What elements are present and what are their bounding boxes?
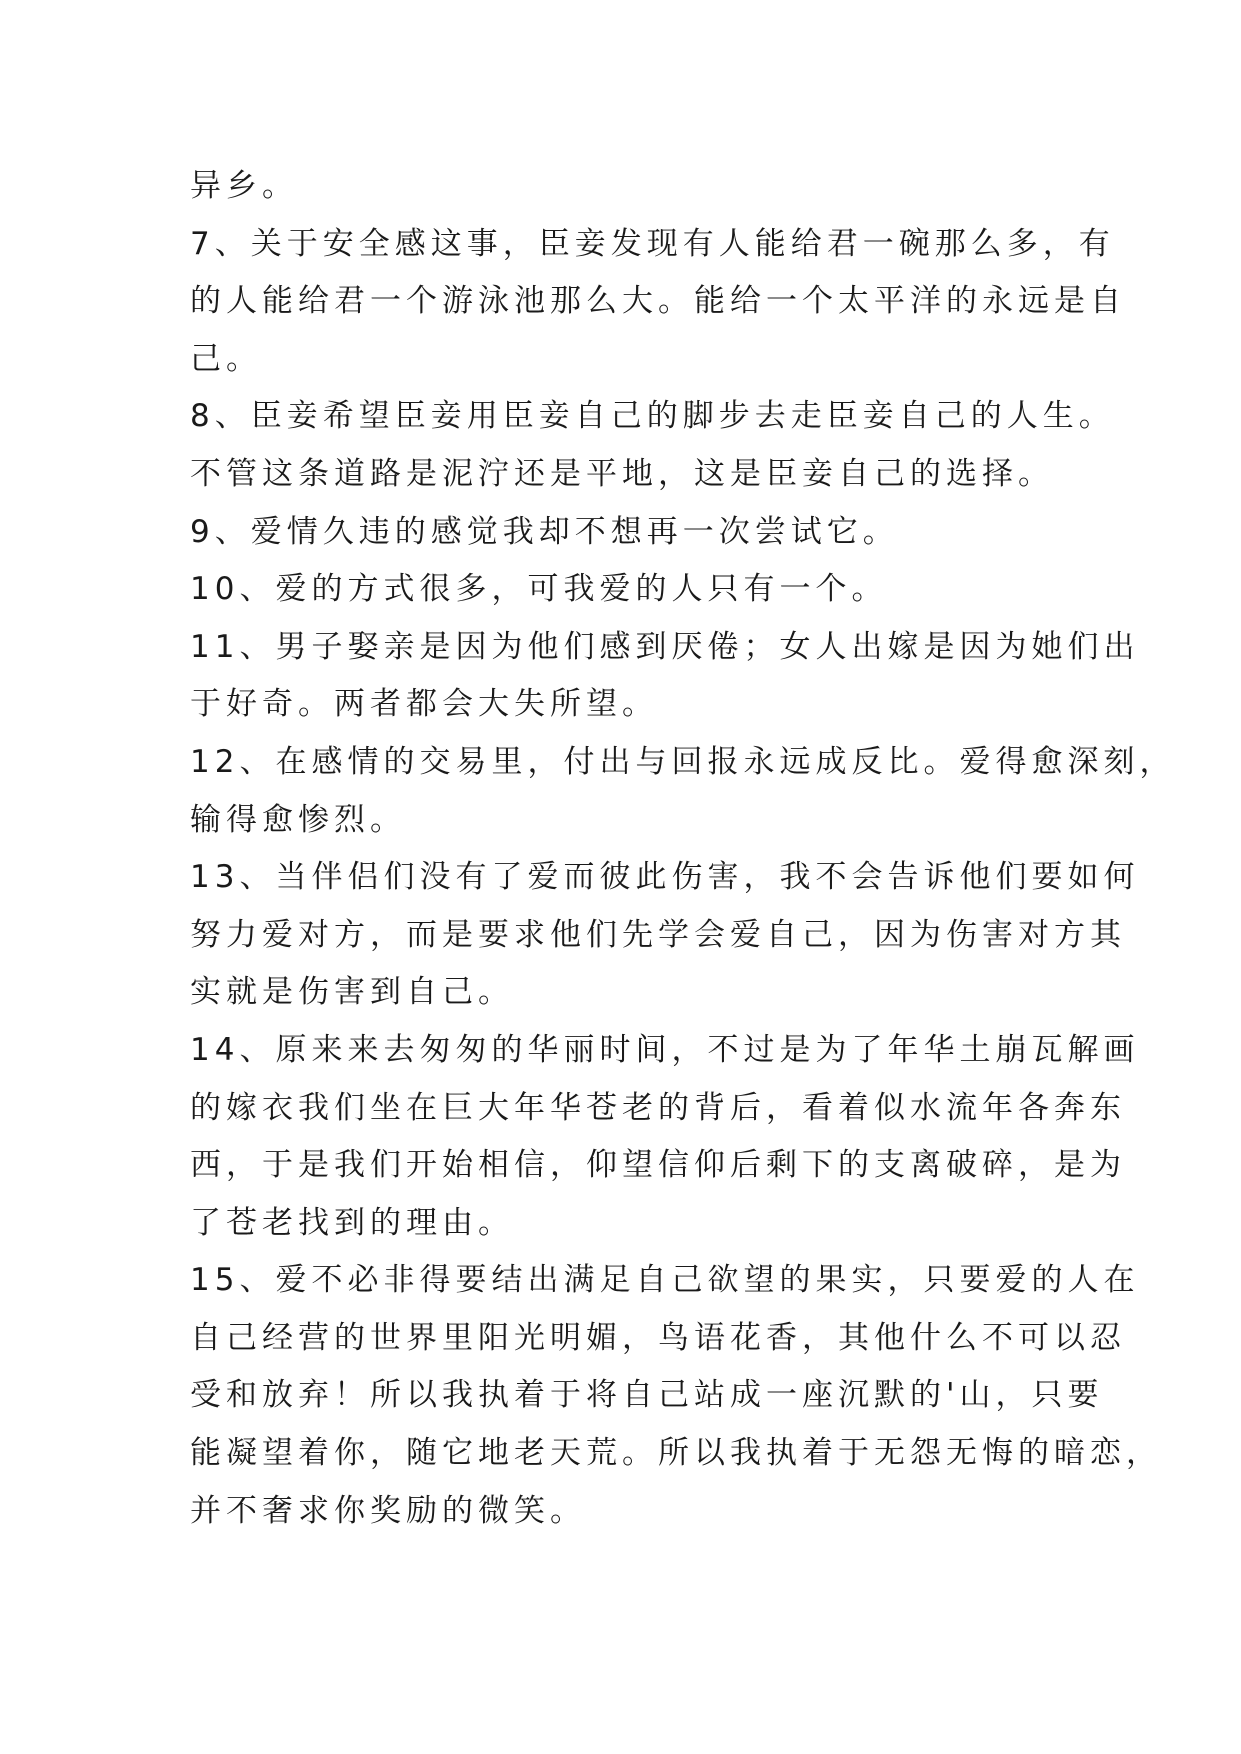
text-line: 己。 xyxy=(190,340,262,377)
document-body xyxy=(190,158,1176,1540)
text-line: 的人能给君一个游泳池那么大。能给一个太平洋的永远是自 xyxy=(190,283,1126,320)
text-line: 了苍老找到的理由。 xyxy=(190,1204,514,1241)
text-line: 并不奢求你奖励的微笑。 xyxy=(190,1492,586,1529)
text-line: 8、臣妾希望臣妾用臣妾自己的脚步去走臣妾自己的人生。 xyxy=(190,398,1115,435)
text-line: 14、原来来去匆匆的华丽时间，不过是为了年华土崩瓦解画 xyxy=(190,1031,1140,1068)
text-line: 15、爱不必非得要结出满足自己欲望的果实，只要爱的人在 xyxy=(190,1262,1140,1299)
text-line: 的嫁衣我们坐在巨大年华苍老的背后，看着似水流年各奔东 xyxy=(190,1089,1126,1126)
text-line: 西，于是我们开始相信，仰望信仰后剩下的支离破碎，是为 xyxy=(190,1147,1126,1184)
text-line: 能凝望着你，随它地老天荒。所以我执着于无怨无悔的暗恋， xyxy=(190,1435,1162,1472)
text-line: 受和放弃！所以我执着于将自己站成一座沉默的'山，只要 xyxy=(190,1377,1104,1414)
text-line: 不管这条道路是泥泞还是平地，这是臣妾自己的选择。 xyxy=(190,455,1054,492)
text-line: 10、爱的方式很多，可我爱的人只有一个。 xyxy=(190,571,888,608)
text-line: 13、当伴侣们没有了爱而彼此伤害，我不会告诉他们要如何 xyxy=(190,859,1140,896)
text-line: 12、在感情的交易里，付出与回报永远成反比。爱得愈深刻， xyxy=(190,743,1176,780)
text-line: 11、男子娶亲是因为他们感到厌倦；女人出嫁是因为她们出 xyxy=(190,628,1140,665)
text-line: 输得愈惨烈。 xyxy=(190,801,406,838)
text-line: 于好奇。两者都会大失所望。 xyxy=(190,686,658,723)
text-line: 9、爱情久违的感觉我却不想再一次尝试它。 xyxy=(190,513,899,550)
text-line: 实就是伤害到自己。 xyxy=(190,974,514,1011)
text-line: 努力爱对方，而是要求他们先学会爱自己，因为伤害对方其 xyxy=(190,916,1126,953)
text-line: 自己经营的世界里阳光明媚，鸟语花香，其他什么不可以忍 xyxy=(190,1319,1126,1356)
text-line: 异乡。 xyxy=(190,168,298,204)
text-line: 7、关于安全感这事，臣妾发现有人能给君一碗那么多，有 xyxy=(190,225,1115,262)
